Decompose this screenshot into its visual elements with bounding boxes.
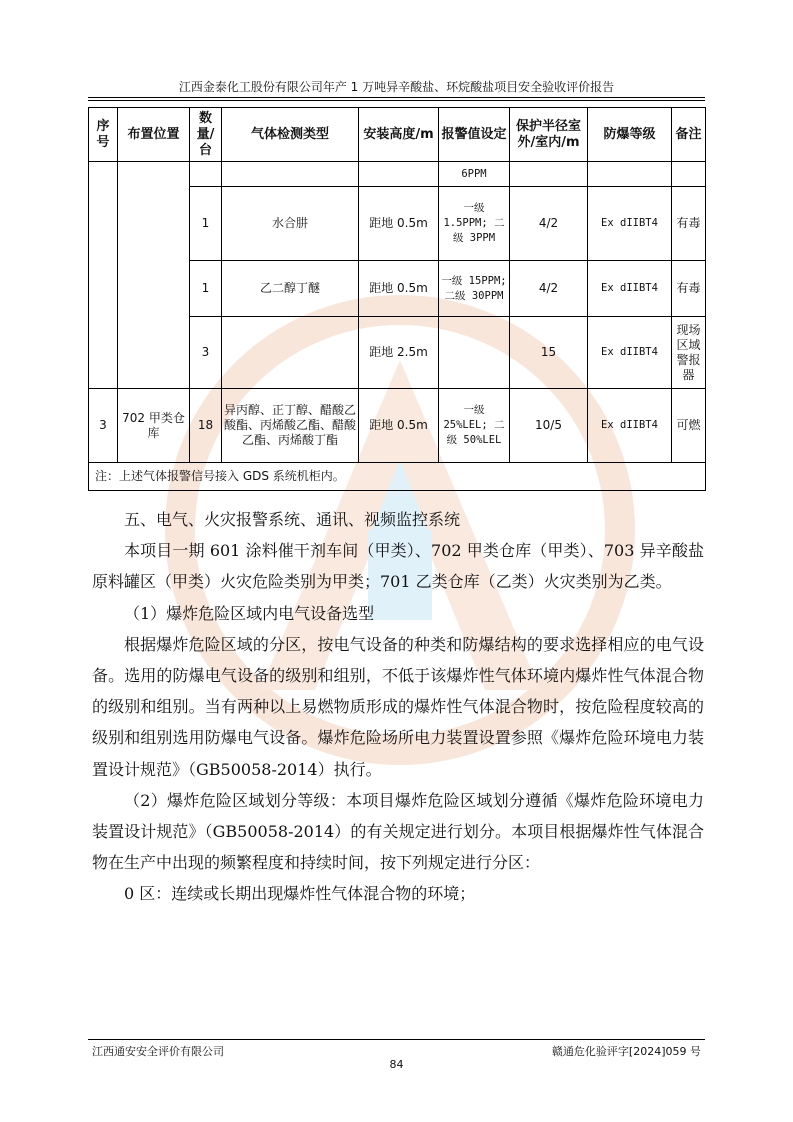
cell-radius: 10/5: [510, 389, 588, 463]
cell-ex: Ex dIIBT4: [588, 261, 672, 317]
footer-doc-number: 赣通危化验评字[2024]059 号: [551, 1045, 701, 1058]
cell-qty: 18: [190, 389, 222, 463]
cell-height: 距地 2.5m: [359, 317, 439, 389]
col-header: 备注: [672, 108, 706, 162]
paragraph-equipment-selection: 根据爆炸危险区域的分区，按电气设备的种类和防爆结构的要求选择相应的电气设备。选用的防爆电气设备的级别和组别，不低于该爆炸性气体环境内爆炸性气体混合物的级别和组别。当有两种以上易燃物质形成的爆炸性气体混合物时，按危险程度较高的级别和组别选用防爆电气设备。爆炸危险场所电力装置设置参照《爆炸危险环境电力装置设计规范》（GB50058-2014）执行。: [92, 634, 704, 779]
subsection-title: （1）爆炸危险区域内电气设备选型: [124, 603, 375, 623]
cell-note: 可燃: [672, 389, 706, 463]
cell-type: 异丙醇、正丁醇、醋酸乙酸酯、丙烯酸乙酯、醋酸乙酯、丙烯酸丁酯: [222, 389, 359, 463]
cell-type: [222, 317, 359, 389]
cell-radius: 4/2: [510, 261, 588, 317]
table-header-row: [89, 108, 706, 162]
cell-radius: 4/2: [510, 187, 588, 261]
gas-detector-table: [88, 107, 706, 491]
cell-qty: 1: [190, 187, 222, 261]
col-header: 安装高度/m: [359, 108, 439, 162]
footer-rule: [88, 1039, 705, 1040]
table-row: [89, 162, 706, 187]
cell-height: 距地 0.5m: [359, 261, 439, 317]
page-header: 江西金泰化工股份有限公司年产 1 万吨异辛酸盐、环烷酸盐项目安全验收评价报告: [178, 80, 615, 94]
cell-location: 702 甲类仓库: [118, 389, 190, 463]
cell-type: [222, 162, 359, 187]
cell-height: [359, 162, 439, 187]
cell-ex: Ex dIIBT4: [588, 317, 672, 389]
cell-note: [672, 162, 706, 187]
footer-company: 江西通安安全评价有限公司: [92, 1045, 224, 1058]
col-header: 序号: [89, 108, 118, 162]
col-header: 报警值设定: [439, 108, 510, 162]
paragraph-fire-category: 本项目一期 601 涂料催干剂车间（甲类）、702 甲类仓库（甲类）、703 异辛酸盐原料罐区（甲类）火灾危险类别为甲类；701 乙类仓库（乙类）火灾类别为乙类。: [92, 541, 704, 592]
col-header: 保护半径室外/室内/m: [510, 108, 588, 162]
cell-qty: 3: [190, 317, 222, 389]
cell-radius: 15: [510, 317, 588, 389]
section-title: 五、电气、火灾报警系统、通讯、视频监控系统: [124, 510, 461, 529]
cell-height: 距地 0.5m: [359, 389, 439, 463]
table-footnote: 注：上述气体报警信号接入 GDS 系统机柜内。: [89, 463, 706, 491]
cell-alarm: 6PPM: [439, 162, 510, 187]
cell-note: 有毒: [672, 187, 706, 261]
cell-type: 乙二醇丁醚: [222, 261, 359, 317]
paragraph-zone-0: 0 区：连续或长期出现爆炸性气体混合物的环境；: [124, 884, 476, 904]
paragraph-zone-classification: （2）爆炸危险区域划分等级：本项目爆炸危险区域划分遵循《爆炸危险环境电力装置设计规范》（GB50058-2014）的有关规定进行划分。本项目根据爆炸性气体混合物在生产中出现的频繁程度和持续时间，按下列规定进行分区：: [92, 790, 704, 873]
cell-note: 现场区域警报器: [672, 317, 706, 389]
cell-alarm: 一级 1.5PPM; 二级 3PPM: [439, 187, 510, 261]
cell-type: 水合肼: [222, 187, 359, 261]
cell-alarm: [439, 317, 510, 389]
cell-height: 距地 0.5m: [359, 187, 439, 261]
cell-qty: [190, 162, 222, 187]
cell-ex: [588, 162, 672, 187]
cell-seq: 3: [89, 389, 118, 463]
cell-qty: 1: [190, 261, 222, 317]
cell-location: [118, 162, 190, 389]
cell-note: 有毒: [672, 261, 706, 317]
page-number: 84: [389, 1058, 404, 1071]
col-header: 布置位置: [118, 108, 190, 162]
cell-seq: [89, 162, 118, 389]
col-header: 防爆等级: [588, 108, 672, 162]
cell-radius: [510, 162, 588, 187]
table-row: [89, 389, 706, 463]
body-text: [92, 504, 704, 910]
cell-ex: Ex dIIBT4: [588, 389, 672, 463]
table-footnote-row: [89, 463, 706, 491]
col-header: 数量/台: [190, 108, 222, 162]
cell-alarm: 一级 15PPM;二级 30PPM: [439, 261, 510, 317]
col-header: 气体检测类型: [222, 108, 359, 162]
cell-alarm: 一级 25%LEL; 二级 50%LEL: [439, 389, 510, 463]
header-rule: [88, 97, 705, 98]
cell-ex: Ex dIIBT4: [588, 187, 672, 261]
header-rule-thin: [88, 100, 705, 101]
